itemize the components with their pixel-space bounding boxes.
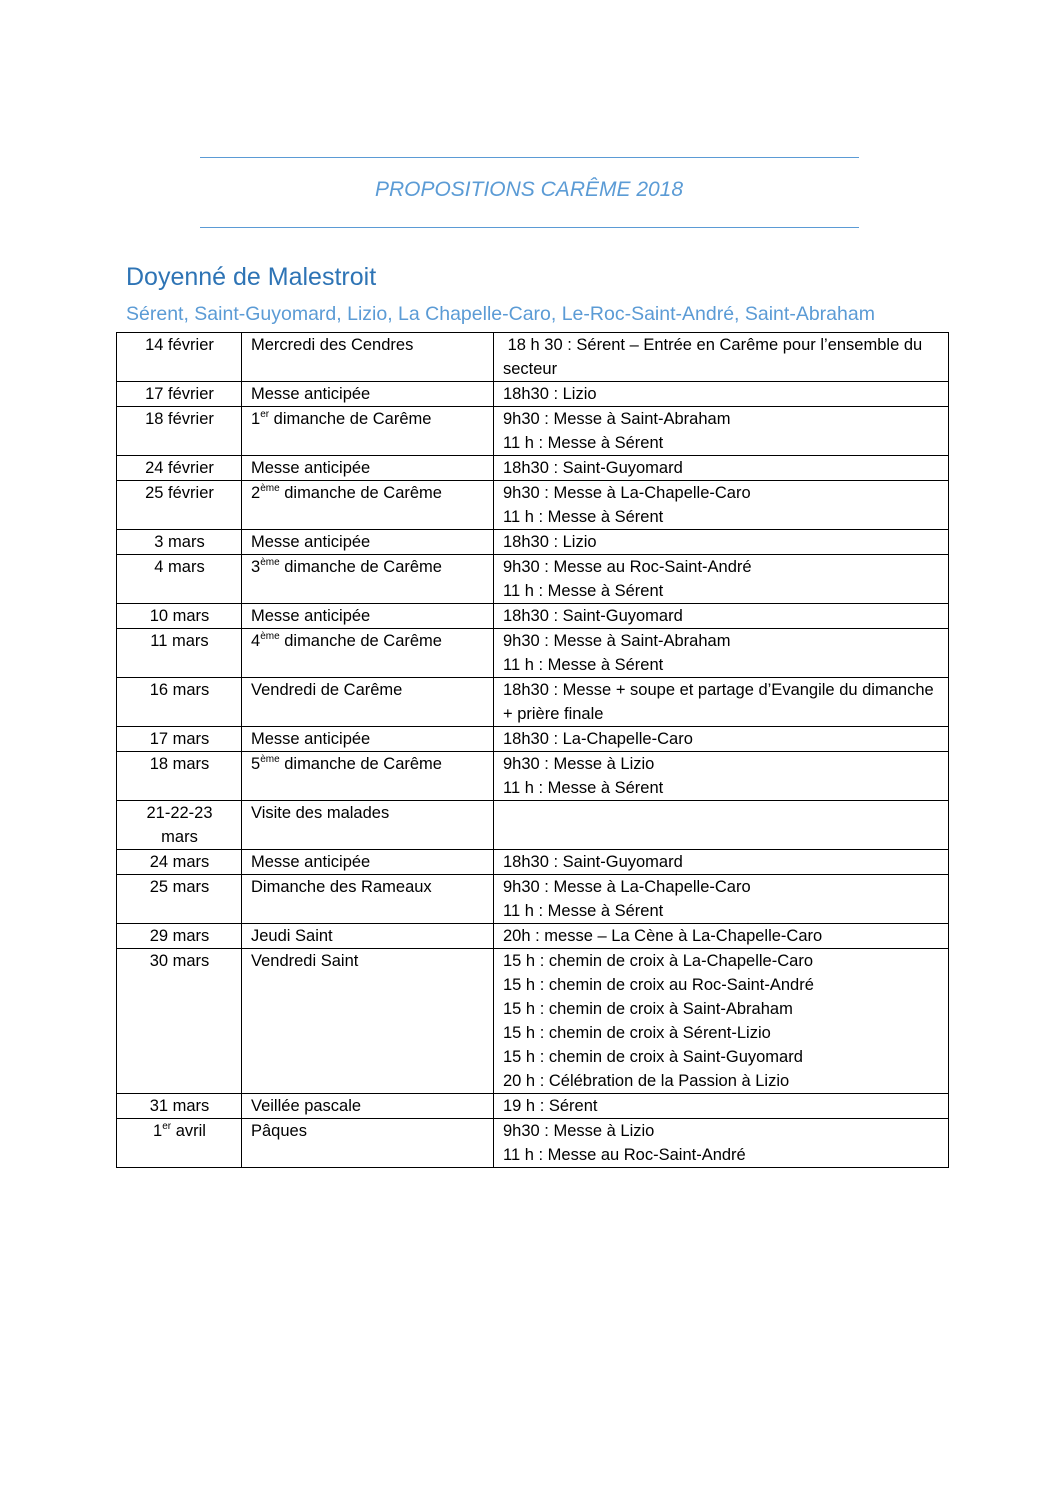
event-number: 5 (251, 755, 261, 773)
schedule-table (116, 332, 949, 1168)
details-cell (494, 1119, 949, 1168)
section-subheading: Sérent, Saint-Guyomard, Lizio, La Chapelle-Caro, Le-Roc-Saint-André, Saint-Abraham (126, 303, 875, 325)
date-cell (117, 481, 242, 530)
event-number: 4 (251, 632, 261, 650)
bottom-divider (200, 227, 859, 228)
date-number: 1 (153, 1122, 163, 1140)
event-cell (242, 481, 494, 530)
detail-line: 11 h : Messe au Roc-Saint-André (503, 1146, 746, 1164)
date-cell (117, 752, 242, 801)
event-number: 1 (251, 410, 261, 428)
detail-line: 15 h : chemin de croix à La-Chapelle-Caro (503, 952, 813, 970)
date-text: 10 mars (149, 607, 210, 625)
details-cell (494, 801, 949, 850)
event-text: Messe anticipée (251, 730, 371, 748)
table-row (117, 629, 949, 678)
detail-line: 11 h : Messe à Sérent (503, 779, 664, 797)
document-title: PROPOSITIONS CARÊME 2018 (374, 178, 684, 201)
event-text: dimanche de Carême (269, 410, 432, 428)
details-cell (494, 949, 949, 1094)
details-cell (494, 1094, 949, 1119)
details-cell (494, 875, 949, 924)
date-cell (117, 727, 242, 752)
event-text: Messe anticipée (251, 853, 371, 871)
details-cell (494, 555, 949, 604)
details-cell (494, 530, 949, 555)
event-text: Pâques (251, 1122, 307, 1140)
table-row (117, 382, 949, 407)
date-cell (117, 555, 242, 604)
event-text: Jeudi Saint (251, 927, 333, 945)
event-text: Messe anticipée (251, 385, 371, 403)
date-text: 29 mars (149, 927, 210, 945)
date-text: 17 mars (149, 730, 210, 748)
detail-line: 11 h : Messe à Sérent (503, 508, 664, 526)
event-text: Vendredi de Carême (251, 681, 403, 699)
date-cell (117, 924, 242, 949)
date-text: 25 février (145, 484, 214, 502)
event-number: 3 (251, 558, 261, 576)
details-cell (494, 382, 949, 407)
event-cell (242, 530, 494, 555)
event-cell (242, 850, 494, 875)
event-text: dimanche de Carême (279, 484, 442, 502)
event-text: Dimanche des Rameaux (251, 878, 432, 896)
detail-line: 9h30 : Messe à Lizio (503, 755, 655, 773)
event-ordinal: ème (260, 631, 280, 642)
table-row (117, 604, 949, 629)
event-cell (242, 555, 494, 604)
schedule-body (117, 333, 949, 1168)
event-ordinal: ème (260, 483, 280, 494)
table-row (117, 949, 949, 1094)
date-cell (117, 1119, 242, 1168)
date-text: 30 mars (149, 952, 210, 970)
date-text: 21-22-23 mars (146, 804, 213, 846)
detail-line: 20 h : Célébration de la Passion à Lizio (503, 1072, 790, 1090)
detail-line: 15 h : chemin de croix à Sérent-Lizio (503, 1024, 771, 1042)
table-row (117, 1119, 949, 1168)
date-cell (117, 875, 242, 924)
table-row (117, 481, 949, 530)
date-cell (117, 678, 242, 727)
event-ordinal: ème (260, 557, 280, 568)
details-cell (494, 850, 949, 875)
table-row (117, 924, 949, 949)
event-cell (242, 456, 494, 481)
date-cell (117, 604, 242, 629)
date-cell (117, 382, 242, 407)
details-cell (494, 678, 949, 727)
event-cell (242, 407, 494, 456)
date-text: 11 mars (150, 632, 209, 650)
date-text: 24 mars (149, 853, 210, 871)
detail-line: 11 h : Messe à Sérent (503, 656, 664, 674)
date-text: 17 février (145, 385, 214, 403)
date-text: avril (171, 1122, 206, 1140)
date-text: 14 février (145, 336, 214, 354)
table-row (117, 678, 949, 727)
event-cell (242, 924, 494, 949)
detail-line: 9h30 : Messe au Roc-Saint-André (503, 558, 752, 576)
date-cell (117, 456, 242, 481)
date-cell (117, 333, 242, 382)
event-cell (242, 629, 494, 678)
details-cell (494, 456, 949, 481)
event-text: Messe anticipée (251, 607, 371, 625)
date-cell (117, 530, 242, 555)
date-cell (117, 629, 242, 678)
date-cell (117, 1094, 242, 1119)
details-cell (494, 629, 949, 678)
event-text: Vendredi Saint (251, 952, 359, 970)
details-cell (494, 407, 949, 456)
table-row (117, 530, 949, 555)
event-ordinal: er (260, 409, 270, 420)
event-ordinal: ème (260, 754, 280, 765)
event-text: dimanche de Carême (279, 632, 442, 650)
detail-line: 15 h : chemin de croix à Saint-Guyomard (503, 1048, 803, 1066)
event-text: Mercredi des Cendres (251, 336, 414, 354)
date-text: 16 mars (149, 681, 210, 699)
event-cell (242, 382, 494, 407)
event-cell (242, 801, 494, 850)
date-text: 18 février (145, 410, 214, 428)
detail-line: 18h30 : Lizio (503, 385, 597, 403)
date-text: 25 mars (149, 878, 210, 896)
event-cell (242, 875, 494, 924)
detail-line: 20h : messe – La Cène à La-Chapelle-Caro (503, 927, 823, 945)
details-cell (494, 924, 949, 949)
details-cell (494, 481, 949, 530)
details-cell (494, 752, 949, 801)
event-cell (242, 1119, 494, 1168)
detail-line: 18h30 : Saint-Guyomard (503, 607, 683, 625)
event-cell (242, 727, 494, 752)
event-text: Veillée pascale (251, 1097, 362, 1115)
detail-line: 18h30 : Messe + soupe et partage d’Evangile du dimanche + prière finale (503, 681, 939, 723)
details-cell (494, 333, 949, 382)
table-row (117, 1094, 949, 1119)
date-text: 18 mars (149, 755, 210, 773)
event-text: Visite des malades (251, 804, 390, 822)
event-text: dimanche de Carême (279, 558, 442, 576)
table-row (117, 407, 949, 456)
detail-line: 18h30 : Lizio (503, 533, 597, 551)
detail-line: 9h30 : Messe à Saint-Abraham (503, 410, 731, 428)
date-text: 4 mars (154, 558, 205, 576)
event-number: 2 (251, 484, 261, 502)
detail-line: 9h30 : Messe à La-Chapelle-Caro (503, 484, 751, 502)
table-row (117, 456, 949, 481)
event-cell (242, 678, 494, 727)
detail-line: 15 h : chemin de croix au Roc-Saint-André (503, 976, 814, 994)
detail-line: 9h30 : Messe à La-Chapelle-Caro (503, 878, 751, 896)
table-row (117, 801, 949, 850)
date-cell (117, 407, 242, 456)
table-row (117, 727, 949, 752)
detail-line: 19 h : Sérent (503, 1097, 598, 1115)
detail-line: 18h30 : Saint-Guyomard (503, 853, 683, 871)
section-heading: Doyenné de Malestroit (126, 263, 377, 291)
detail-line: 11 h : Messe à Sérent (503, 902, 664, 920)
event-text: Messe anticipée (251, 533, 371, 551)
date-cell (117, 801, 242, 850)
detail-line: 11 h : Messe à Sérent (503, 582, 664, 600)
event-text: Messe anticipée (251, 459, 371, 477)
table-row (117, 875, 949, 924)
event-cell (242, 604, 494, 629)
date-text: 24 février (145, 459, 214, 477)
table-row (117, 850, 949, 875)
event-cell (242, 333, 494, 382)
event-cell (242, 752, 494, 801)
detail-line: 15 h : chemin de croix à Saint-Abraham (503, 1000, 793, 1018)
detail-line: 9h30 : Messe à Saint-Abraham (503, 632, 731, 650)
table-row (117, 555, 949, 604)
date-text: 31 mars (149, 1097, 210, 1115)
detail-line: 18h30 : Saint-Guyomard (503, 459, 683, 477)
date-cell (117, 949, 242, 1094)
date-cell (117, 850, 242, 875)
date-ordinal: er (162, 1121, 172, 1132)
top-divider (200, 157, 859, 158)
event-cell (242, 1094, 494, 1119)
detail-line: 11 h : Messe à Sérent (503, 434, 664, 452)
details-cell (494, 727, 949, 752)
event-text: dimanche de Carême (279, 755, 442, 773)
date-text: 3 mars (154, 533, 205, 551)
details-cell (494, 604, 949, 629)
table-row (117, 333, 949, 382)
detail-line: 18 h 30 : Sérent – Entrée en Carême pour l’ensemble du secteur (503, 336, 927, 378)
detail-line: 18h30 : La-Chapelle-Caro (503, 730, 693, 748)
detail-line: 9h30 : Messe à Lizio (503, 1122, 655, 1140)
event-cell (242, 949, 494, 1094)
table-row (117, 752, 949, 801)
